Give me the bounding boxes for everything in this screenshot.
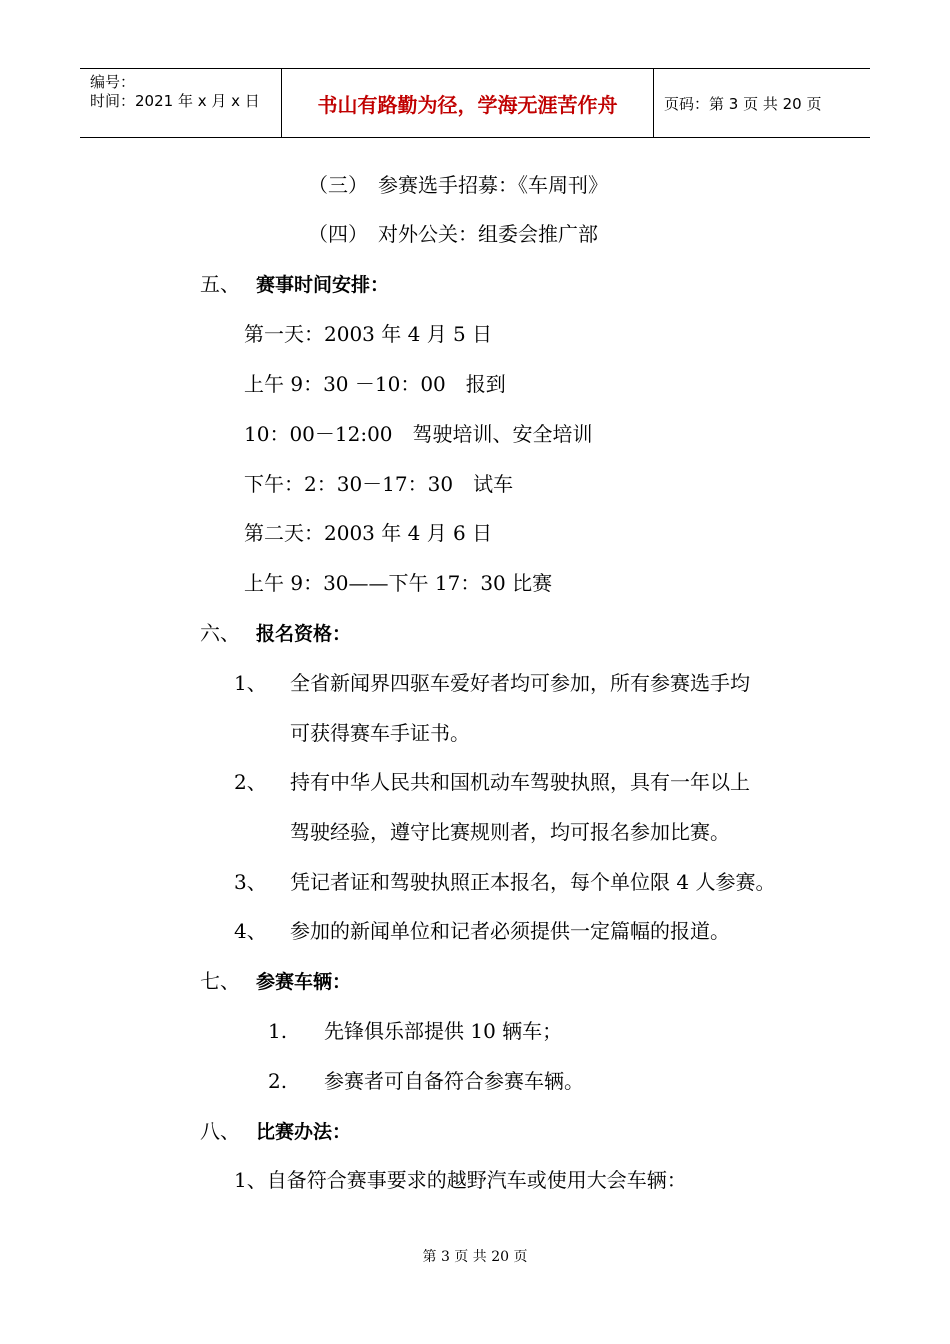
schedule-day-1-item-1: 上午 9：30 －10：00 报到 (244, 372, 506, 396)
schedule-day-2-item-1: 上午 9：30——下午 17：30 比赛 (244, 571, 553, 595)
qualification-2-number: 2、 (234, 770, 267, 794)
qualification-1-text: 全省新闻界四驱车爱好者均可参加，所有参赛选手均 (290, 671, 750, 695)
heading-7 (200, 968, 351, 995)
heading-7-text: 参赛车辆： (256, 971, 352, 993)
qualification-1-number: 1、 (234, 671, 267, 695)
qualification-1 (234, 670, 750, 696)
qualification-2 (234, 769, 750, 795)
heading-5-text: 赛事时间安排： (256, 274, 390, 296)
heading-7-number: 七、 (200, 969, 240, 993)
qualification-3-number: 3、 (234, 870, 267, 894)
vehicle-1 (268, 1018, 562, 1044)
document-number-label: 编号： (90, 73, 136, 91)
heading-6-number: 六、 (200, 621, 240, 645)
header-info-cell (80, 69, 282, 137)
schedule-day-1: 第一天：2003 年 4 月 5 日 (244, 322, 493, 346)
heading-5 (200, 271, 389, 298)
vehicle-1-number: 1. (268, 1019, 288, 1043)
heading-8-text: 比赛办法： (256, 1121, 352, 1143)
heading-5-number: 五、 (200, 272, 240, 296)
qualification-1-cont: 可获得赛车手证书。 (290, 721, 470, 745)
method-1: 1、自备符合赛事要求的越野汽车或使用大会车辆： (234, 1168, 687, 1192)
schedule-day-1-item-2: 10：00－12:00 驾驶培训、安全培训 (244, 422, 593, 446)
page-footer: 第 3 页 共 20 页 (422, 1249, 528, 1265)
vehicle-1-text: 先锋俱乐部提供 10 辆车； (324, 1019, 563, 1043)
document-date-label: 时间：2021 年 x 月 x 日 (90, 92, 260, 110)
header-page-label: 页码：第 3 页 共 20 页 (664, 94, 822, 113)
heading-8 (200, 1118, 351, 1145)
qualification-3 (234, 869, 775, 895)
qualification-4-number: 4、 (234, 919, 267, 943)
header-table (80, 68, 870, 138)
schedule-day-1-item-3: 下午：2：30－17：30 试车 (244, 472, 514, 496)
qualification-3-text: 凭记者证和驾驶执照正本报名，每个单位限 4 人参赛。 (290, 870, 776, 894)
heading-6-text: 报名资格： (256, 623, 352, 645)
heading-8-number: 八、 (200, 1119, 240, 1143)
qualification-4 (234, 918, 730, 944)
qualification-4-text: 参加的新闻单位和记者必须提供一定篇幅的报道。 (290, 919, 730, 943)
header-motto: 书山有路勤为径，学海无涯苦作舟 (282, 69, 654, 137)
qualification-2-cont: 驾驶经验，遵守比赛规则者，均可报名参加比赛。 (290, 820, 730, 844)
vehicle-2-number: 2. (268, 1069, 288, 1093)
qualification-2-text: 持有中华人民共和国机动车驾驶执照，具有一年以上 (290, 770, 750, 794)
vehicle-2-text: 参赛者可自备符合参赛车辆。 (324, 1069, 584, 1093)
schedule-day-2: 第二天：2003 年 4 月 6 日 (244, 521, 493, 545)
heading-6 (200, 620, 351, 647)
section-3-line: （三） 参赛选手招募：《车周刊》 (308, 173, 608, 197)
section-4-line: （四） 对外公关：组委会推广部 (308, 222, 598, 246)
vehicle-2 (268, 1068, 584, 1094)
